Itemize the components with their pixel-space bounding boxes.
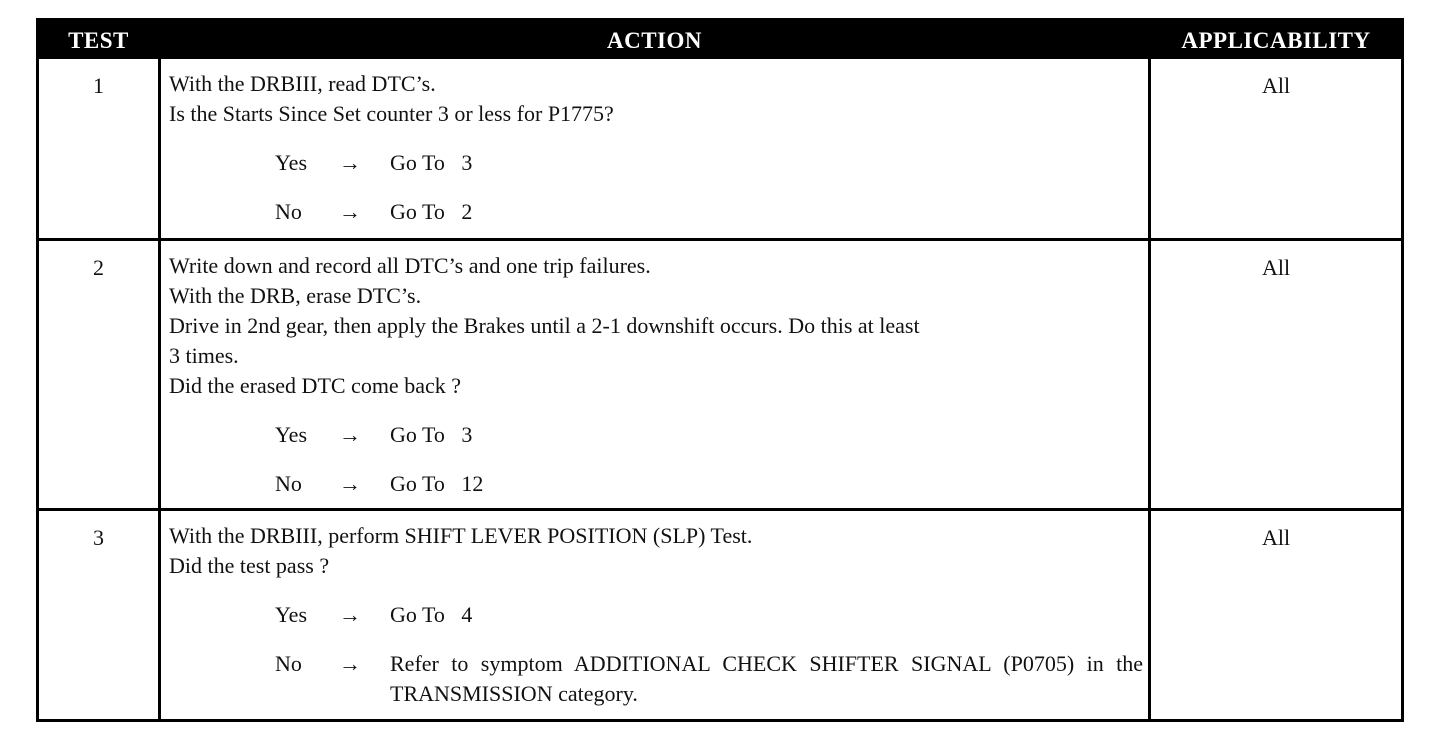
diagnostic-test-table <box>36 18 1404 722</box>
applicability-value: All <box>1261 525 1291 550</box>
action-text: With the DRBIII, read DTC’s. <box>169 71 436 96</box>
arrow-icon: → <box>339 602 361 627</box>
option-target: Go To 4 <box>390 602 473 627</box>
applicability-value: All <box>1261 73 1291 98</box>
option-label: Yes <box>275 422 308 447</box>
option-label: Yes <box>275 602 308 627</box>
applicability-value: All <box>1261 255 1291 280</box>
action-text: Did the erased DTC come back ? <box>169 373 461 398</box>
option-label: Yes <box>275 150 308 175</box>
option-yes <box>169 581 1144 630</box>
arrow-icon: → <box>339 471 361 496</box>
action-text: With the DRB, erase DTC’s. <box>169 283 422 308</box>
action-text: With the DRBIII, perform SHIFT LEVER POSITION (SLP) Test. <box>169 523 753 548</box>
option-no <box>169 178 1144 227</box>
action-text: Drive in 2nd gear, then apply the Brakes until a 2-1 downshift occurs. Do this at least <box>169 313 920 338</box>
header-applicability: APPLICABILITY <box>1181 28 1371 53</box>
table-row <box>39 241 1401 508</box>
header-action: ACTION <box>606 28 702 53</box>
option-label: No <box>275 651 302 676</box>
table-header <box>39 21 1401 59</box>
action-text: Is the Starts Since Set counter 3 or less for P1775? <box>169 101 614 126</box>
arrow-icon: → <box>339 199 361 224</box>
option-yes <box>169 401 1144 450</box>
table-row <box>39 511 1401 719</box>
action-text: Did the test pass ? <box>169 553 330 578</box>
option-target: Refer to symptom ADDITIONAL CHECK SHIFTER SIGNAL (P0705) in the TRANSMISSION category. <box>390 651 1143 706</box>
option-label: No <box>275 199 302 224</box>
option-target: Go To 12 <box>390 471 484 496</box>
action-cell <box>169 69 1144 227</box>
test-number: 2 <box>93 255 104 280</box>
option-target: Go To 3 <box>390 422 473 447</box>
test-number: 3 <box>93 525 104 550</box>
option-target: Go To 2 <box>390 199 473 224</box>
option-target: Go To 3 <box>390 150 473 175</box>
option-label: No <box>275 471 302 496</box>
option-no <box>169 450 1144 499</box>
action-cell <box>169 521 1144 706</box>
option-yes <box>169 129 1144 178</box>
action-text: 3 times. <box>169 343 239 368</box>
arrow-icon: → <box>339 150 361 175</box>
arrow-icon: → <box>339 651 361 676</box>
option-no <box>169 630 1144 706</box>
arrow-icon: → <box>339 422 361 447</box>
action-cell <box>169 251 1144 499</box>
header-test: TEST <box>68 28 129 53</box>
test-number: 1 <box>93 73 104 98</box>
table-row <box>39 59 1401 238</box>
action-text: Write down and record all DTC’s and one trip failures. <box>169 253 651 278</box>
